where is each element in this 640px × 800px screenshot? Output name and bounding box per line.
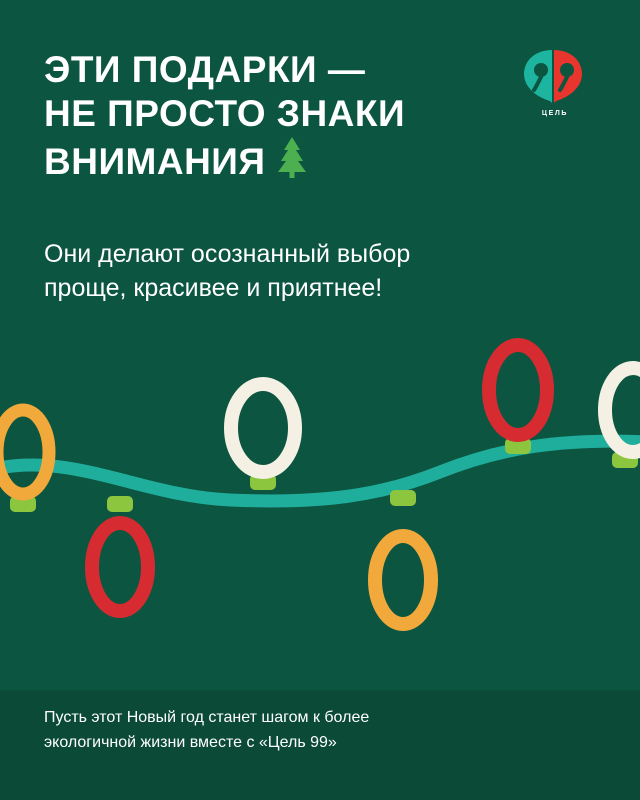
logo-mark-icon: [516, 44, 594, 108]
garland-wire: [0, 441, 640, 501]
bulb-4: [375, 490, 431, 624]
brand-logo: [516, 44, 594, 122]
footer-text: [44, 706, 564, 756]
logo-caption: ЦЕЛЬ: [541, 110, 569, 117]
headline-line-3: ВНИМАНИЯ: [44, 141, 266, 183]
footer-line-1: Пусть этот Новый год станет шагом к более: [44, 709, 370, 726]
subheadline: [44, 238, 514, 305]
footer-bar: [0, 690, 640, 800]
subheadline-line-1: Они делают осознанный выбор: [44, 240, 411, 268]
bulb-5: [489, 345, 547, 454]
garland-illustration: [0, 300, 640, 680]
subheadline-line-2: проще, красивее и приятнее!: [44, 273, 383, 302]
headline-line-2: НЕ ПРОСТО ЗНАКИ: [44, 92, 406, 134]
bulb-2: [92, 496, 148, 611]
bulb-6: [605, 368, 640, 468]
christmas-tree-icon: [275, 135, 309, 189]
headline-line-3-row: [44, 135, 474, 189]
bulb-3: [231, 384, 295, 490]
headline-line-1: ЭТИ ПОДАРКИ —: [44, 49, 366, 90]
footer-line-2: экологичной жизни вместе с «Цель 99»: [44, 733, 337, 751]
headline: [44, 48, 474, 189]
